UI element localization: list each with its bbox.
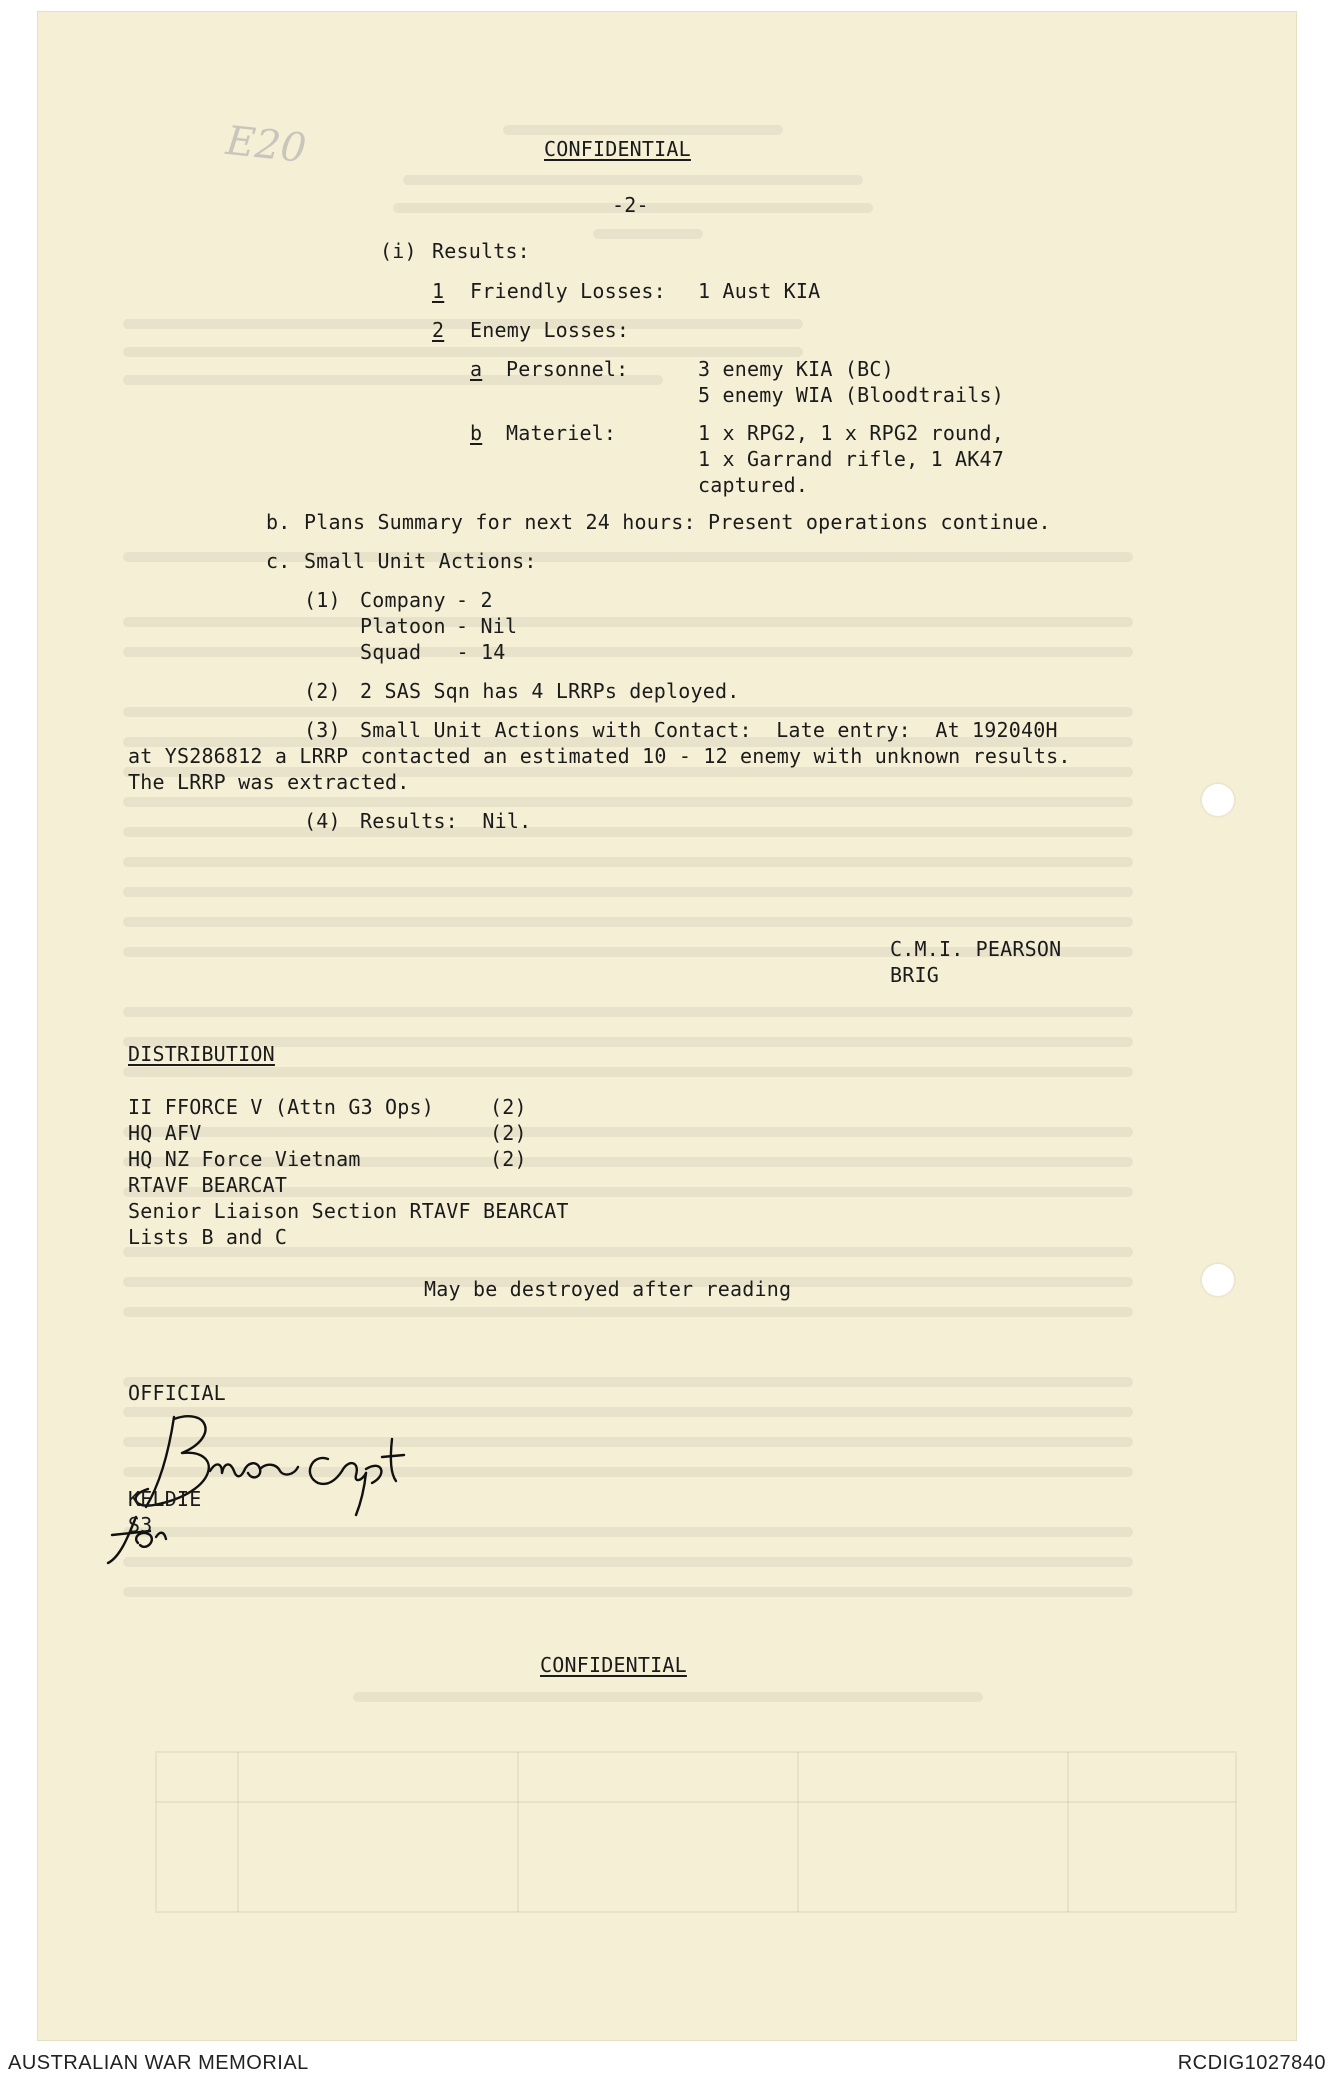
personnel-letter: a <box>470 357 483 381</box>
distribution-copies: (2) <box>490 1121 527 1145</box>
item3-line: at YS286812 a LRRP contacted an estimated 10 - 12 enemy with unknown results. <box>128 744 1071 768</box>
official-name: KELDIE <box>128 1487 202 1511</box>
distribution-item: Lists B and C <box>128 1225 288 1249</box>
plans-text: Plans Summary for next 24 hours: Present operations continue. <box>304 510 1051 534</box>
enemy-losses-num: 2 <box>432 318 445 342</box>
distribution-item: HQ AFV <box>128 1121 202 1145</box>
page-number: -2- <box>612 193 649 217</box>
personnel-line: 3 enemy KIA (BC) <box>698 357 894 381</box>
small-unit-label: c. <box>266 549 291 573</box>
item1-num: (1) <box>304 588 341 612</box>
materiel-label: Materiel: <box>506 421 617 445</box>
distribution-item: RTAVF BEARCAT <box>128 1173 288 1197</box>
materiel-line: 1 x Garrand rifle, 1 AK47 <box>698 447 1005 471</box>
plans-label: b. <box>266 510 291 534</box>
classification-header: CONFIDENTIAL <box>544 137 691 161</box>
enemy-losses-label: Enemy Losses: <box>470 318 630 342</box>
destroy-note: May be destroyed after reading <box>424 1277 792 1301</box>
archive-footer-left: AUSTRALIAN WAR MEMORIAL <box>8 2052 309 2074</box>
official-role: S3 <box>128 1513 153 1537</box>
friendly-losses-value: 1 Aust KIA <box>698 279 821 303</box>
small-unit-title: Small Unit Actions: <box>304 549 537 573</box>
item2-num: (2) <box>304 679 341 703</box>
item4-num: (4) <box>304 809 341 833</box>
distribution-item: II FFORCE V (Attn G3 Ops) <box>128 1095 435 1119</box>
materiel-letter: b <box>470 421 483 445</box>
item4-text: Results: Nil. <box>360 809 532 833</box>
pencil-folio-mark: E20 <box>223 117 309 173</box>
item3-num: (3) <box>304 718 341 742</box>
item3-line: The LRRP was extracted. <box>128 770 410 794</box>
personnel-label: Personnel: <box>506 357 629 381</box>
punch-hole-top <box>1200 782 1236 818</box>
distribution-copies: (2) <box>490 1095 527 1119</box>
distribution-item: HQ NZ Force Vietnam <box>128 1147 361 1171</box>
friendly-losses-num: 1 <box>432 279 445 303</box>
unit-count-name: Platoon <box>360 614 446 638</box>
item2-text: 2 SAS Sqn has 4 LRRPs deployed. <box>360 679 740 703</box>
personnel-line: 5 enemy WIA (Bloodtrails) <box>698 383 1005 407</box>
materiel-line: captured. <box>698 473 809 497</box>
friendly-losses-label: Friendly Losses: <box>470 279 666 303</box>
official-label: OFFICIAL <box>128 1381 226 1405</box>
archive-footer-right: RCDIG1027840 <box>1177 2052 1326 2074</box>
unit-count-name: Company <box>360 588 446 612</box>
unit-count-value: - 14 <box>432 640 506 664</box>
punch-hole-bottom <box>1200 1262 1236 1298</box>
handwritten-signature <box>98 1397 438 1567</box>
bleed-through-texture <box>38 12 1296 2040</box>
signatory-rank: BRIG <box>890 963 939 987</box>
materiel-line: 1 x RPG2, 1 x RPG2 round, <box>698 421 1005 445</box>
unit-count-value: - Nil <box>456 614 518 638</box>
distribution-item: Senior Liaison Section RTAVF BEARCAT <box>128 1199 569 1223</box>
document-page <box>38 12 1296 2040</box>
item3-line: Small Unit Actions with Contact: Late entry: At 192040H <box>360 718 1058 742</box>
classification-footer: CONFIDENTIAL <box>540 1653 687 1677</box>
signatory-name: C.M.I. PEARSON <box>890 937 1062 961</box>
unit-count-value: - 2 <box>456 588 493 612</box>
distribution-copies: (2) <box>490 1147 527 1171</box>
distribution-title: DISTRIBUTION <box>128 1042 275 1066</box>
results-title: Results: <box>432 239 530 263</box>
results-label: (i) <box>380 239 417 263</box>
unit-count-name: Squad <box>360 640 422 664</box>
